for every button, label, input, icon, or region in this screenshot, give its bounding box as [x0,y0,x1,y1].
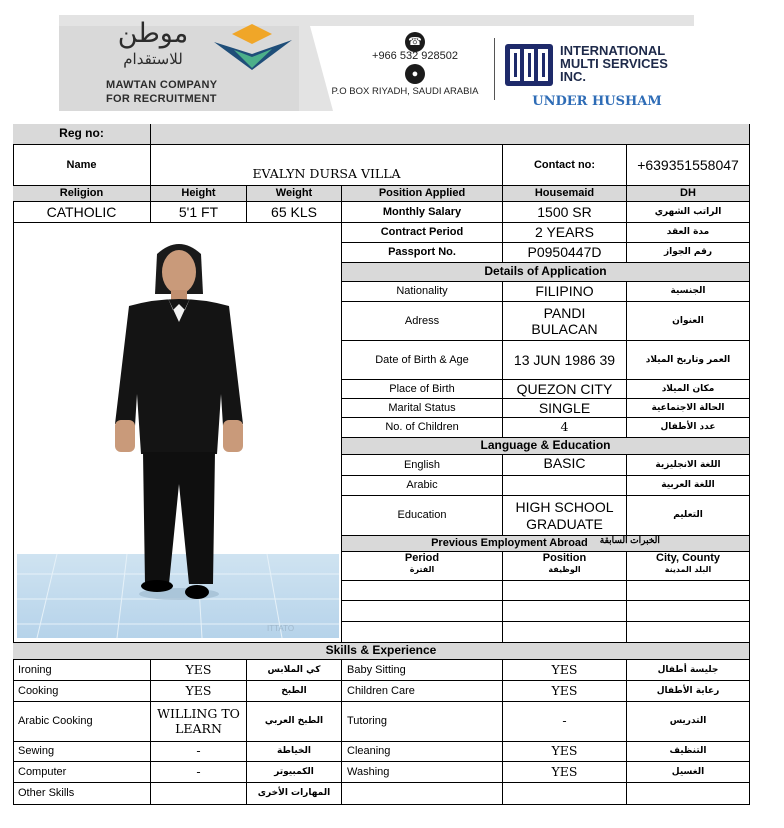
birthplace-arabic: مكان الميلاد [627,380,750,399]
name-label: Name [13,145,151,186]
skill-other-arabic: المهارات الأخرى [247,783,342,805]
height-value: 5'1 FT [151,202,247,223]
prev-row-3-city [627,622,750,643]
skill-sewing-arabic: الخياطة [247,742,342,762]
weight-value: 65 KLS [247,202,342,223]
skill-tutoring-label: Tutoring [342,702,503,742]
under-label: UNDER HUSHAM [532,94,662,109]
prev-row-1-period [342,581,503,601]
housemaid-header: Housemaid [503,186,627,202]
dob-arabic: العمر وتاريخ الميلاد [627,341,750,380]
skill-childcare-label: Children Care [342,681,503,702]
dh-header: DH [627,186,750,202]
contact-value: +639351558047 [627,145,750,186]
skill-ironing-label: Ironing [13,660,151,681]
skill-childcare-value: YES [503,681,627,702]
location-pin-icon: ● [405,64,425,84]
nationality-value: FILIPINO [503,282,627,302]
prev-row-2-city [627,601,750,622]
skill-cleaning-arabic: التنظيف [627,742,750,762]
arabic-label: Arabic [342,476,503,496]
marital-label: Marital Status [342,399,503,418]
prev-employment-title [342,536,750,552]
skill-babysitting-label: Baby Sitting [342,660,503,681]
company-name-arabic: موطن [117,18,189,49]
arabic-arabic: اللغة العربية [627,476,750,496]
prev-row-2-position [503,601,627,622]
skill-babysitting-value: YES [503,660,627,681]
partner-line3: INC. [560,69,586,84]
arabic-value [503,476,627,496]
skill-tutoring-value: - [503,702,627,742]
salary-value: 1500 SR [503,202,627,223]
address-label: Adress [342,302,503,341]
header-divider [494,38,495,100]
skill-empty-label [342,783,503,805]
language-title: Language & Education [342,438,750,455]
partner-name [560,44,690,83]
period-header [342,552,503,581]
marital-arabic: الحالة الاجتماعية [627,399,750,418]
religion-header: Religion [13,186,151,202]
weight-header: Weight [247,186,342,202]
salary-arabic: الراتب الشهري [627,202,750,223]
name-value: EVALYN DURSA VILLA [151,145,503,186]
skills-title: Skills & Experience [13,643,750,660]
ims-logo-icon [503,42,555,88]
children-arabic: عدد الأطفال [627,418,750,438]
period-header-ar: الفترة [409,564,435,574]
education-label: Education [342,496,503,536]
prev-title-en: Previous Employment Abroad [431,537,588,550]
address: P.O BOX RIYADH, SAUDI ARABIA [331,86,479,97]
period-header-en: Period [404,552,440,564]
passport-arabic: رقم الجواز [627,243,750,263]
address-value: PANDI BULACAN [503,302,627,341]
contract-label: Contract Period [342,223,503,243]
english-label: English [342,455,503,476]
applicant-photo [17,224,339,638]
salary-label: Monthly Salary [342,202,503,223]
skill-arabic-cooking-label: Arabic Cooking [13,702,151,742]
english-arabic: اللغة الانجليزية [627,455,750,476]
prev-row-1-position [503,581,627,601]
skill-washing-value: YES [503,762,627,783]
skill-cooking-value: YES [151,681,247,702]
skill-cleaning-label: Cleaning [342,742,503,762]
skill-cleaning-value: YES [503,742,627,762]
skill-computer-value: - [151,762,247,783]
children-value: 4 [503,418,627,438]
details-title: Details of Application [342,263,750,282]
marital-value: SINGLE [503,399,627,418]
prev-row-2-period [342,601,503,622]
dob-label: Date of Birth & Age [342,341,503,380]
skill-ironing-arabic: كي الملابس [247,660,342,681]
education-arabic: التعليم [627,496,750,536]
skill-babysitting-arabic: جليسة أطفال [627,660,750,681]
position-header-ar: الوظيفة [548,564,581,574]
position-applied-header: Position Applied [342,186,503,202]
skill-washing-label: Washing [342,762,503,783]
skill-empty-value [503,783,627,805]
company-name-english [106,78,246,106]
contract-value: 2 YEARS [503,223,627,243]
prev-row-3-period [342,622,503,643]
skill-computer-arabic: الكمبيوتر [247,762,342,783]
skill-arabic-cooking-arabic: الطبخ العربي [247,702,342,742]
passport-value: P0950447D [503,243,627,263]
reg-no-value [151,124,750,145]
skill-washing-arabic: الغسيل [627,762,750,783]
position-header-en: Position [542,552,587,564]
photo-watermark: ITTATO [267,624,295,633]
partner-line2: MULTI SERVICES [560,56,668,71]
phone-number: +966 532 928502 [372,50,458,62]
skill-cooking-label: Cooking [13,681,151,702]
birthplace-value: QUEZON CITY [503,380,627,399]
nationality-label: Nationality [342,282,503,302]
contract-arabic: مدة العقد [627,223,750,243]
skill-other-value [151,783,247,805]
dob-value: 13 JUN 1986 39 [503,341,627,380]
english-value: BASIC [503,455,627,476]
children-label: No. of Children [342,418,503,438]
religion-value: CATHOLIC [13,202,151,223]
skill-arabic-cooking-value: WILLING TO LEARN [151,702,247,742]
city-header [627,552,750,581]
mawtan-logo-icon [212,24,294,72]
passport-label: Passport No. [342,243,503,263]
skill-tutoring-arabic: التدريس [627,702,750,742]
address-arabic: العنوان [627,302,750,341]
skill-sewing-label: Sewing [13,742,151,762]
education-value: HIGH SCHOOL GRADUATE [503,496,627,536]
skill-computer-label: Computer [13,762,151,783]
contact-label: Contact no: [503,145,627,186]
city-header-en: City, County [656,552,720,564]
skill-ironing-value: YES [151,660,247,681]
reg-no-label: Reg no: [13,124,151,145]
partner-line1: INTERNATIONAL [560,43,666,58]
position-header [503,552,627,581]
city-header-ar: البلد المدينة [664,564,712,574]
skill-other-label: Other Skills [13,783,151,805]
skill-childcare-arabic: رعاية الأطفال [627,681,750,702]
prev-row-3-position [503,622,627,643]
company-line1: MAWTAN COMPANY [106,79,218,91]
skill-empty-arabic [627,783,750,805]
birthplace-label: Place of Birth [342,380,503,399]
prev-row-1-city [627,581,750,601]
skill-sewing-value: - [151,742,247,762]
company-subtitle-arabic: للاستقدام [123,50,183,68]
phone-icon: ☎ [405,32,425,52]
company-line2: FOR RECRUITMENT [106,93,217,105]
prev-title-ar: الخبرات السابقة [599,536,660,546]
nationality-arabic: الجنسية [627,282,750,302]
height-header: Height [151,186,247,202]
skill-cooking-arabic: الطبخ [247,681,342,702]
